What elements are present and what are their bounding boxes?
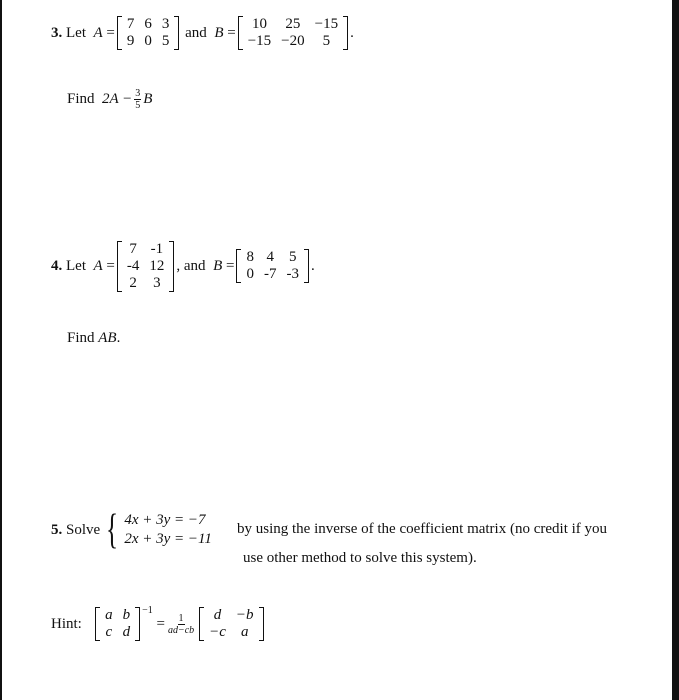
problem-4-statement: [51, 236, 315, 296]
problem-5-instruction-line-2: use other method to solve this system).: [243, 550, 477, 566]
problem-3-find: Find: [67, 90, 95, 107]
hint-fraction: [167, 613, 195, 636]
matrix-cell: 0: [246, 266, 254, 282]
problem-3-fraction: [134, 88, 141, 111]
problem-4-find: Find: [67, 329, 95, 346]
problem-3-let: Let: [66, 24, 86, 41]
problem-3-matrix-b-cells: [243, 16, 343, 50]
problem-3-number: 3.: [51, 24, 63, 41]
problem-5-instruction-line-1: by using the inverse of the coefficient matrix (no credit if you: [237, 521, 608, 537]
problem-4-let: Let: [66, 257, 86, 274]
hint-matrix: [95, 607, 140, 641]
problem-4-matrix-a: [117, 241, 175, 292]
problem-4-find-expr: AB: [98, 329, 117, 346]
fraction-denominator: 5: [135, 99, 141, 111]
problem-3-matrix-a: [117, 16, 180, 50]
problem-4-b-eq: =: [225, 257, 235, 274]
hint: [51, 604, 266, 644]
hint-exponent: −1: [142, 605, 153, 616]
matrix-cell: 9: [126, 33, 135, 49]
problem-4-a-eq: =: [106, 257, 115, 274]
matrix-cell: a: [240, 624, 249, 640]
matrix-cell: −15: [314, 16, 339, 32]
problem-3-a-eq: =: [106, 24, 115, 41]
right-edge-border: [672, 0, 679, 700]
matrix-cell: −20: [281, 33, 305, 49]
hint-result-matrix: [199, 607, 263, 641]
problem-3-and: and: [185, 24, 207, 41]
hint-eq: =: [156, 615, 165, 632]
matrix-cell: -1: [150, 240, 164, 257]
hint-matrix-cells: [100, 607, 135, 641]
problem-3-b-name: B: [214, 24, 224, 41]
problem-4-b-name: B: [213, 257, 223, 274]
equation-2: 2x + 3y = −11: [124, 531, 212, 547]
matrix-cell: 7: [129, 240, 137, 257]
left-edge-border: [0, 0, 2, 700]
problem-4-find-period: .: [116, 329, 121, 346]
matrix-cell: d: [122, 624, 131, 640]
matrix-cell: 25: [285, 16, 301, 32]
problem-4-period: .: [310, 257, 315, 274]
problem-5-number: 5.: [51, 521, 63, 538]
fraction-denominator: ad−cb: [167, 624, 195, 636]
problem-3-find-tail: B: [143, 90, 153, 107]
fraction-numerator: 1: [178, 612, 184, 624]
equation-system: [124, 511, 212, 549]
matrix-cell: 5: [161, 33, 170, 49]
matrix-cell: c: [105, 624, 113, 640]
matrix-cell: a: [105, 607, 113, 623]
problem-4-and: and: [183, 257, 206, 274]
matrix-cell: 4: [266, 249, 274, 265]
matrix-cell: 8: [246, 249, 254, 265]
matrix-cell: 0: [144, 33, 152, 49]
matrix-cell: -3: [286, 266, 299, 282]
matrix-cell: 7: [126, 16, 135, 32]
problem-3-period: .: [350, 24, 354, 41]
matrix-cell: 2: [129, 274, 137, 291]
equation-1: 4x + 3y = −7: [124, 512, 206, 528]
hint-result-matrix-cells: [204, 607, 258, 641]
matrix-cell: −15: [247, 33, 272, 49]
problem-4-matrix-b-cells: [241, 249, 304, 283]
matrix-cell: 12: [149, 257, 165, 274]
matrix-cell: d: [213, 607, 222, 623]
problem-3-statement: [51, 12, 354, 54]
matrix-cell: 6: [144, 16, 152, 32]
problem-5-statement: [51, 508, 212, 552]
problem-3-find-lead: 2A −: [102, 90, 133, 107]
hint-label: Hint:: [51, 615, 82, 632]
matrix-cell: −c: [209, 624, 226, 640]
matrix-cell: −b: [235, 607, 254, 623]
problem-3-matrix-a-cells: [122, 16, 175, 50]
matrix-cell: 3: [161, 16, 170, 32]
problem-3-b-eq: =: [227, 24, 236, 41]
matrix-cell: 5: [288, 249, 297, 265]
matrix-cell: 3: [153, 274, 161, 291]
problem-4-a-name: A: [93, 257, 103, 274]
matrix-cell: 5: [322, 33, 331, 49]
problem-4-matrix-b: [236, 249, 309, 283]
system-brace: {: [106, 507, 119, 553]
matrix-cell: b: [122, 607, 131, 623]
problem-3-matrix-b: [238, 16, 348, 50]
matrix-cell: -4: [126, 257, 140, 274]
matrix-cell: -7: [263, 266, 277, 282]
problem-4-matrix-a-cells: [122, 241, 170, 292]
problem-5-solve: Solve: [66, 521, 101, 538]
problem-4-number: 4.: [51, 257, 63, 274]
fraction-numerator: 3: [135, 87, 141, 99]
problem-4-comma: ,: [176, 257, 181, 274]
problem-3-a-name: A: [93, 24, 103, 41]
matrix-cell: 10: [251, 16, 267, 32]
problem-3-task: [67, 84, 152, 114]
problem-4-task: [67, 326, 120, 350]
